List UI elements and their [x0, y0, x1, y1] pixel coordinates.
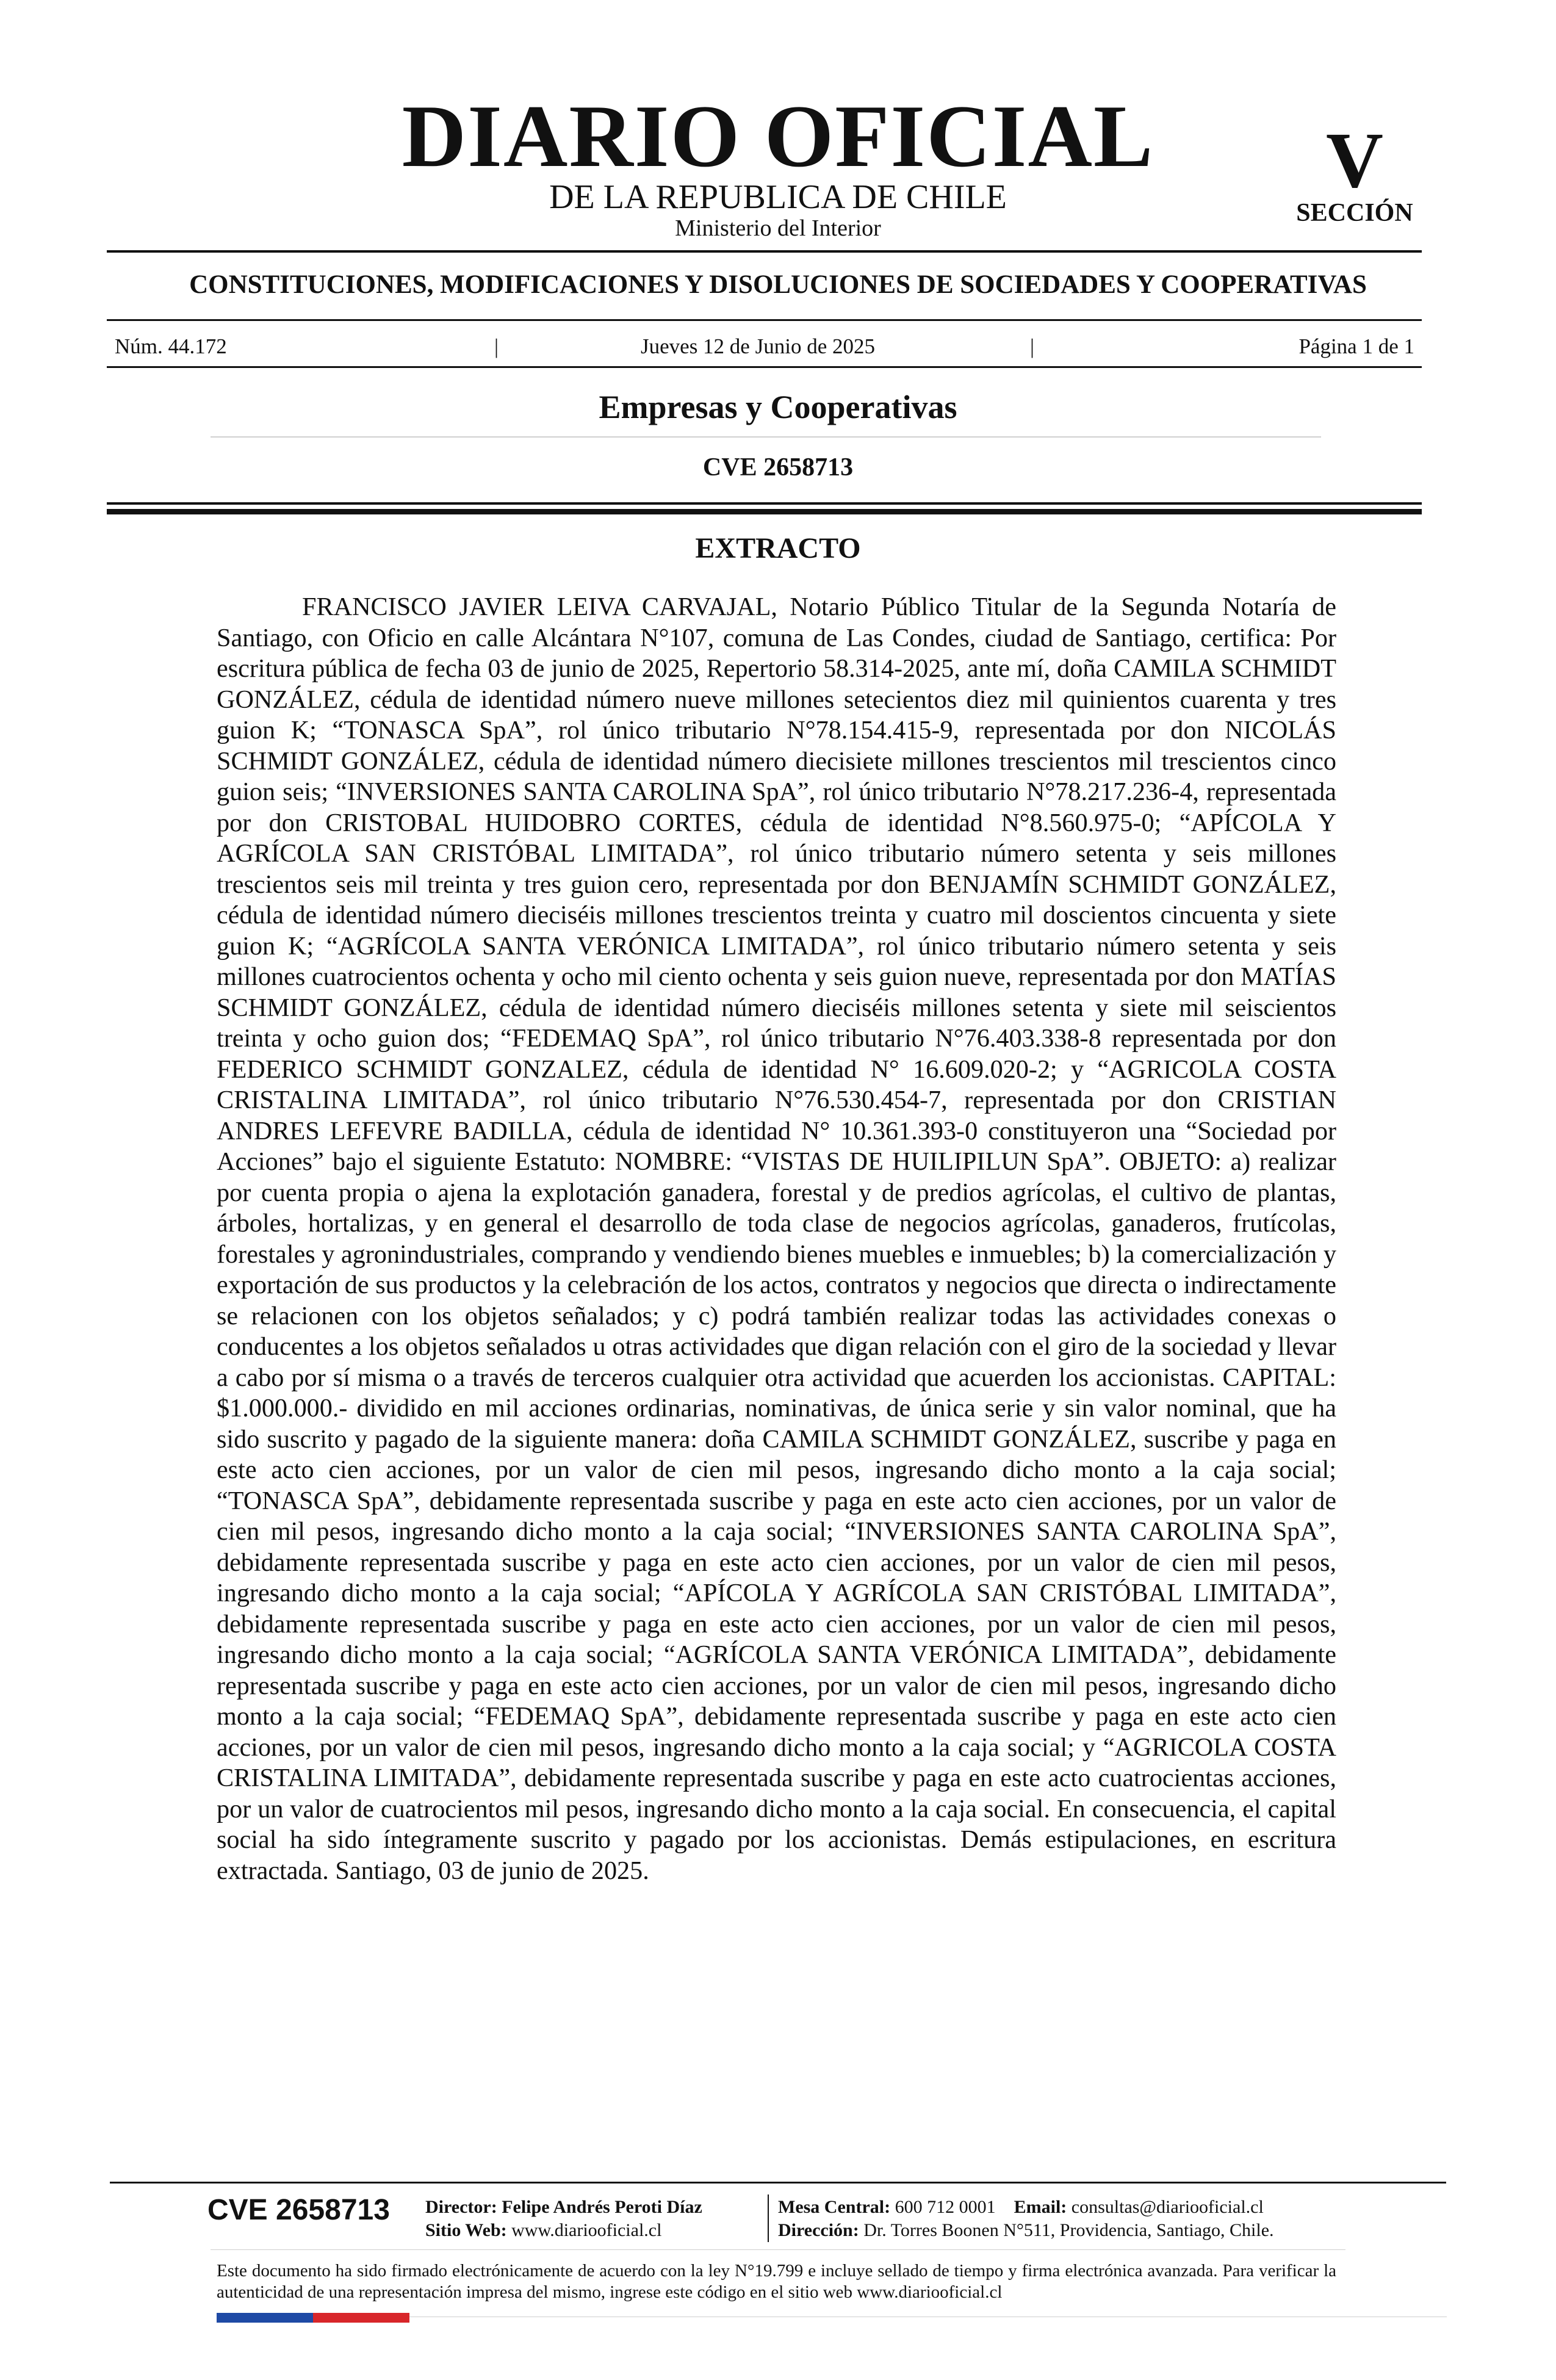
- flag-stripe-red: [313, 2313, 409, 2323]
- address-value: Dr. Torres Boonen N°511, Providencia, Santiago, Chile.: [863, 2220, 1274, 2240]
- address-label: Dirección:: [778, 2220, 859, 2240]
- footer-column-divider: [768, 2194, 769, 2242]
- website-label: Sitio Web:: [425, 2220, 507, 2240]
- category-divider: [107, 319, 1422, 321]
- section-divider: [211, 436, 1321, 438]
- director-name: Felipe Andrés Peroti Díaz: [502, 2197, 702, 2217]
- masthead-ministry: Ministerio del Interior: [675, 215, 881, 241]
- phone-label: Mesa Central:: [778, 2197, 891, 2217]
- email-link[interactable]: consultas@diariooficial.cl: [1071, 2197, 1264, 2217]
- extract-body: FRANCISCO JAVIER LEIVA CARVAJAL, Notario Público Titular de la Segunda Notaría de Santiago, con Oficio en calle Alcántara N°107, comuna de Las Condes, ciudad de Santiago, certifica: Por escritura pública de fecha 03 de junio de 2025, Repertorio 58.314-2025, ante mí, doña CAMILA SCHMIDT GONZÁLEZ, cédula de identidad número nueve millones setecientos diez mil quinientos cuarenta y tres guion K; “TONASCA SpA”, rol único tributario N°78.154.415-9, representada por don NICOLÁS SCHMIDT GONZÁLEZ, cédula de identidad número diecisiete millones trescientos mil trescientos cinco guion seis; “INVERSIONES SANTA CAROLINA SpA”, rol único tributario N°78.217.236-4, representada por don CRISTOBAL HUIDOBRO CORTES, cédula de identidad N°8.560.975-0; “APÍCOLA Y AGRÍCOLA SAN CRISTÓBAL LIMITADA”, rol único tributario número setenta y seis millones trescientos seis mil treinta y tres guion cero, representada por don BENJAMÍN SCHMIDT GONZÁLEZ, cédula de identidad número dieciséis millones trescientos treinta y cuatro mil doscientos cincuenta y siete guion K; “AGRÍCOLA SANTA VERÓNICA LIMITADA”, rol único tributario número setenta y seis millones cuatrocientos ochenta y ocho mil ciento ochenta y seis guion nueve, representada por don MATÍAS SCHMIDT GONZÁLEZ, cédula de identidad número dieciséis millones setenta y siete mil seiscientos treinta y ocho guion dos; “FEDEMAQ SpA”, rol único tributario N°76.403.338-8 representada por don FEDERICO SCHMIDT GONZALEZ, cédula de identidad N° 16.609.020-2; y “AGRICOLA COSTA CRISTALINA LIMITADA”, rol único tributario N°76.530.454-7, representada por don CRISTIAN ANDRES LEFEVRE BADILLA, cédula de identidad N° 10.361.393-0 constituyeron una “Sociedad por Acciones” bajo el siguiente Estatuto: NOMBRE: “VISTAS DE HUILIPILUN SpA”. OBJETO: a) realizar por cuenta propia o ajena la explotación ganadera, forestal y de predios agrícolas, el cultivo de plantas, árboles, hortalizas, y en general el desarrollo de toda clase de negocios agrícolas, ganaderos, frutícolas, forestales y agronindustriales, comprando y vendiendo bienes muebles e inmuebles; b) la comercialización y exportación de sus productos y la celebración de los actos, contratos y negocios que directa o indirectamente se relacionen con los objetos señalados; y c) podrá también realizar todas las actividades conexas o conducentes a los objetos señalados u otras actividades que digan relación con el giro de la sociedad y llevar a cabo por sí misma o a través de terceros cualquier otra actividad que acuerden los accionistas. CAPITAL: $1.000.000.- dividido en mil acciones ordinarias, nominativas, de única serie y sin valor nominal, que ha sido suscrito y pagado de la siguiente manera: doña CAMILA SCHMIDT GONZÁLEZ, suscribe y paga en este acto cien acciones, por un valor de cien mil pesos, ingresando dicho monto a la caja social; “TONASCA SpA”, debidamente representada suscribe y paga en este acto cien acciones, por un valor de cien mil pesos, ingresando dicho monto a la caja social; “INVERSIONES SANTA CAROLINA SpA”, debidamente representada suscribe y paga en este acto cien acciones, por un valor de cien mil pesos, ingresando dicho monto a la caja social; “APÍCOLA Y AGRÍCOLA SAN CRISTÓBAL LIMITADA”, debidamente representada suscribe y paga en este acto cien acciones, por un valor de cien mil pesos, ingresando dicho monto a la caja social; “AGRÍCOLA SANTA VERÓNICA LIMITADA”, debidamente representada suscribe y paga en este acto cien acciones, por un valor de cien mil pesos, ingresando dicho monto a la caja social; “FEDEMAQ SpA”, debidamente representada suscribe y paga en este acto cien acciones, por un valor de cien mil pesos, ingresando dicho monto a la caja social; y “AGRICOLA COSTA CRISTALINA LIMITADA”, debidamente representada suscribe y paga en este acto cuatrocientas acciones, por un valor de cuatrocientos mil pesos, ingresando dicho monto a la caja social. En consecuencia, el capital social ha sido íntegramente suscrito y pagado por los accionistas. Demás estipulaciones, en escritura extractada. Santiago, 03 de junio de 2025.: [217, 593, 1336, 1885]
- header-double-rule-bottom: [107, 509, 1422, 514]
- issue-separator-right: |: [1030, 334, 1035, 358]
- masthead-divider: [107, 250, 1422, 253]
- issue-number: Núm. 44.172: [115, 334, 227, 358]
- email-label: Email:: [1014, 2197, 1067, 2217]
- footer-cve: CVE 2658713: [207, 2194, 390, 2226]
- masthead-title: DIARIO OFICIAL: [402, 87, 1154, 186]
- issue-page: Página 1 de 1: [1298, 334, 1414, 358]
- director-label: Director:: [425, 2197, 497, 2217]
- footer-contact-block: [778, 2196, 1274, 2242]
- footer-divider: [110, 2182, 1446, 2183]
- legal-note: Este documento ha sido firmado electrónicamente de acuerdo con la ley N°19.799 e incluye sellado de tiempo y firma electrónica avanzada. Para verificar la autenticidad de una representación impresa del mismo, ingrese este código en el sitio web www.diariooficial.cl: [217, 2261, 1336, 2302]
- document-cve: CVE 2658713: [702, 453, 854, 481]
- issue-date: Jueves 12 de Junio de 2025: [641, 334, 875, 358]
- flag-stripe-blue: [217, 2313, 313, 2323]
- phone-value: 600 712 0001: [895, 2197, 996, 2217]
- issue-separator-left: |: [494, 334, 499, 358]
- section-word: SECCIÓN: [1296, 199, 1413, 227]
- website-link[interactable]: www.diariooficial.cl: [511, 2220, 662, 2240]
- section-letter: V: [1326, 117, 1383, 204]
- footer-thin-divider: [211, 2249, 1345, 2250]
- issue-divider: [107, 366, 1422, 368]
- masthead-subtitle: DE LA REPUBLICA DE CHILE: [549, 178, 1007, 216]
- document-section: Empresas y Cooperativas: [599, 389, 957, 425]
- header-double-rule-top: [107, 502, 1422, 505]
- extract-heading: EXTRACTO: [695, 532, 861, 564]
- footer-director-block: [425, 2196, 702, 2242]
- category-title: CONSTITUCIONES, MODIFICACIONES Y DISOLUCIONES DE SOCIEDADES Y COOPERATIVAS: [189, 270, 1367, 299]
- issue-bar: [115, 334, 1414, 359]
